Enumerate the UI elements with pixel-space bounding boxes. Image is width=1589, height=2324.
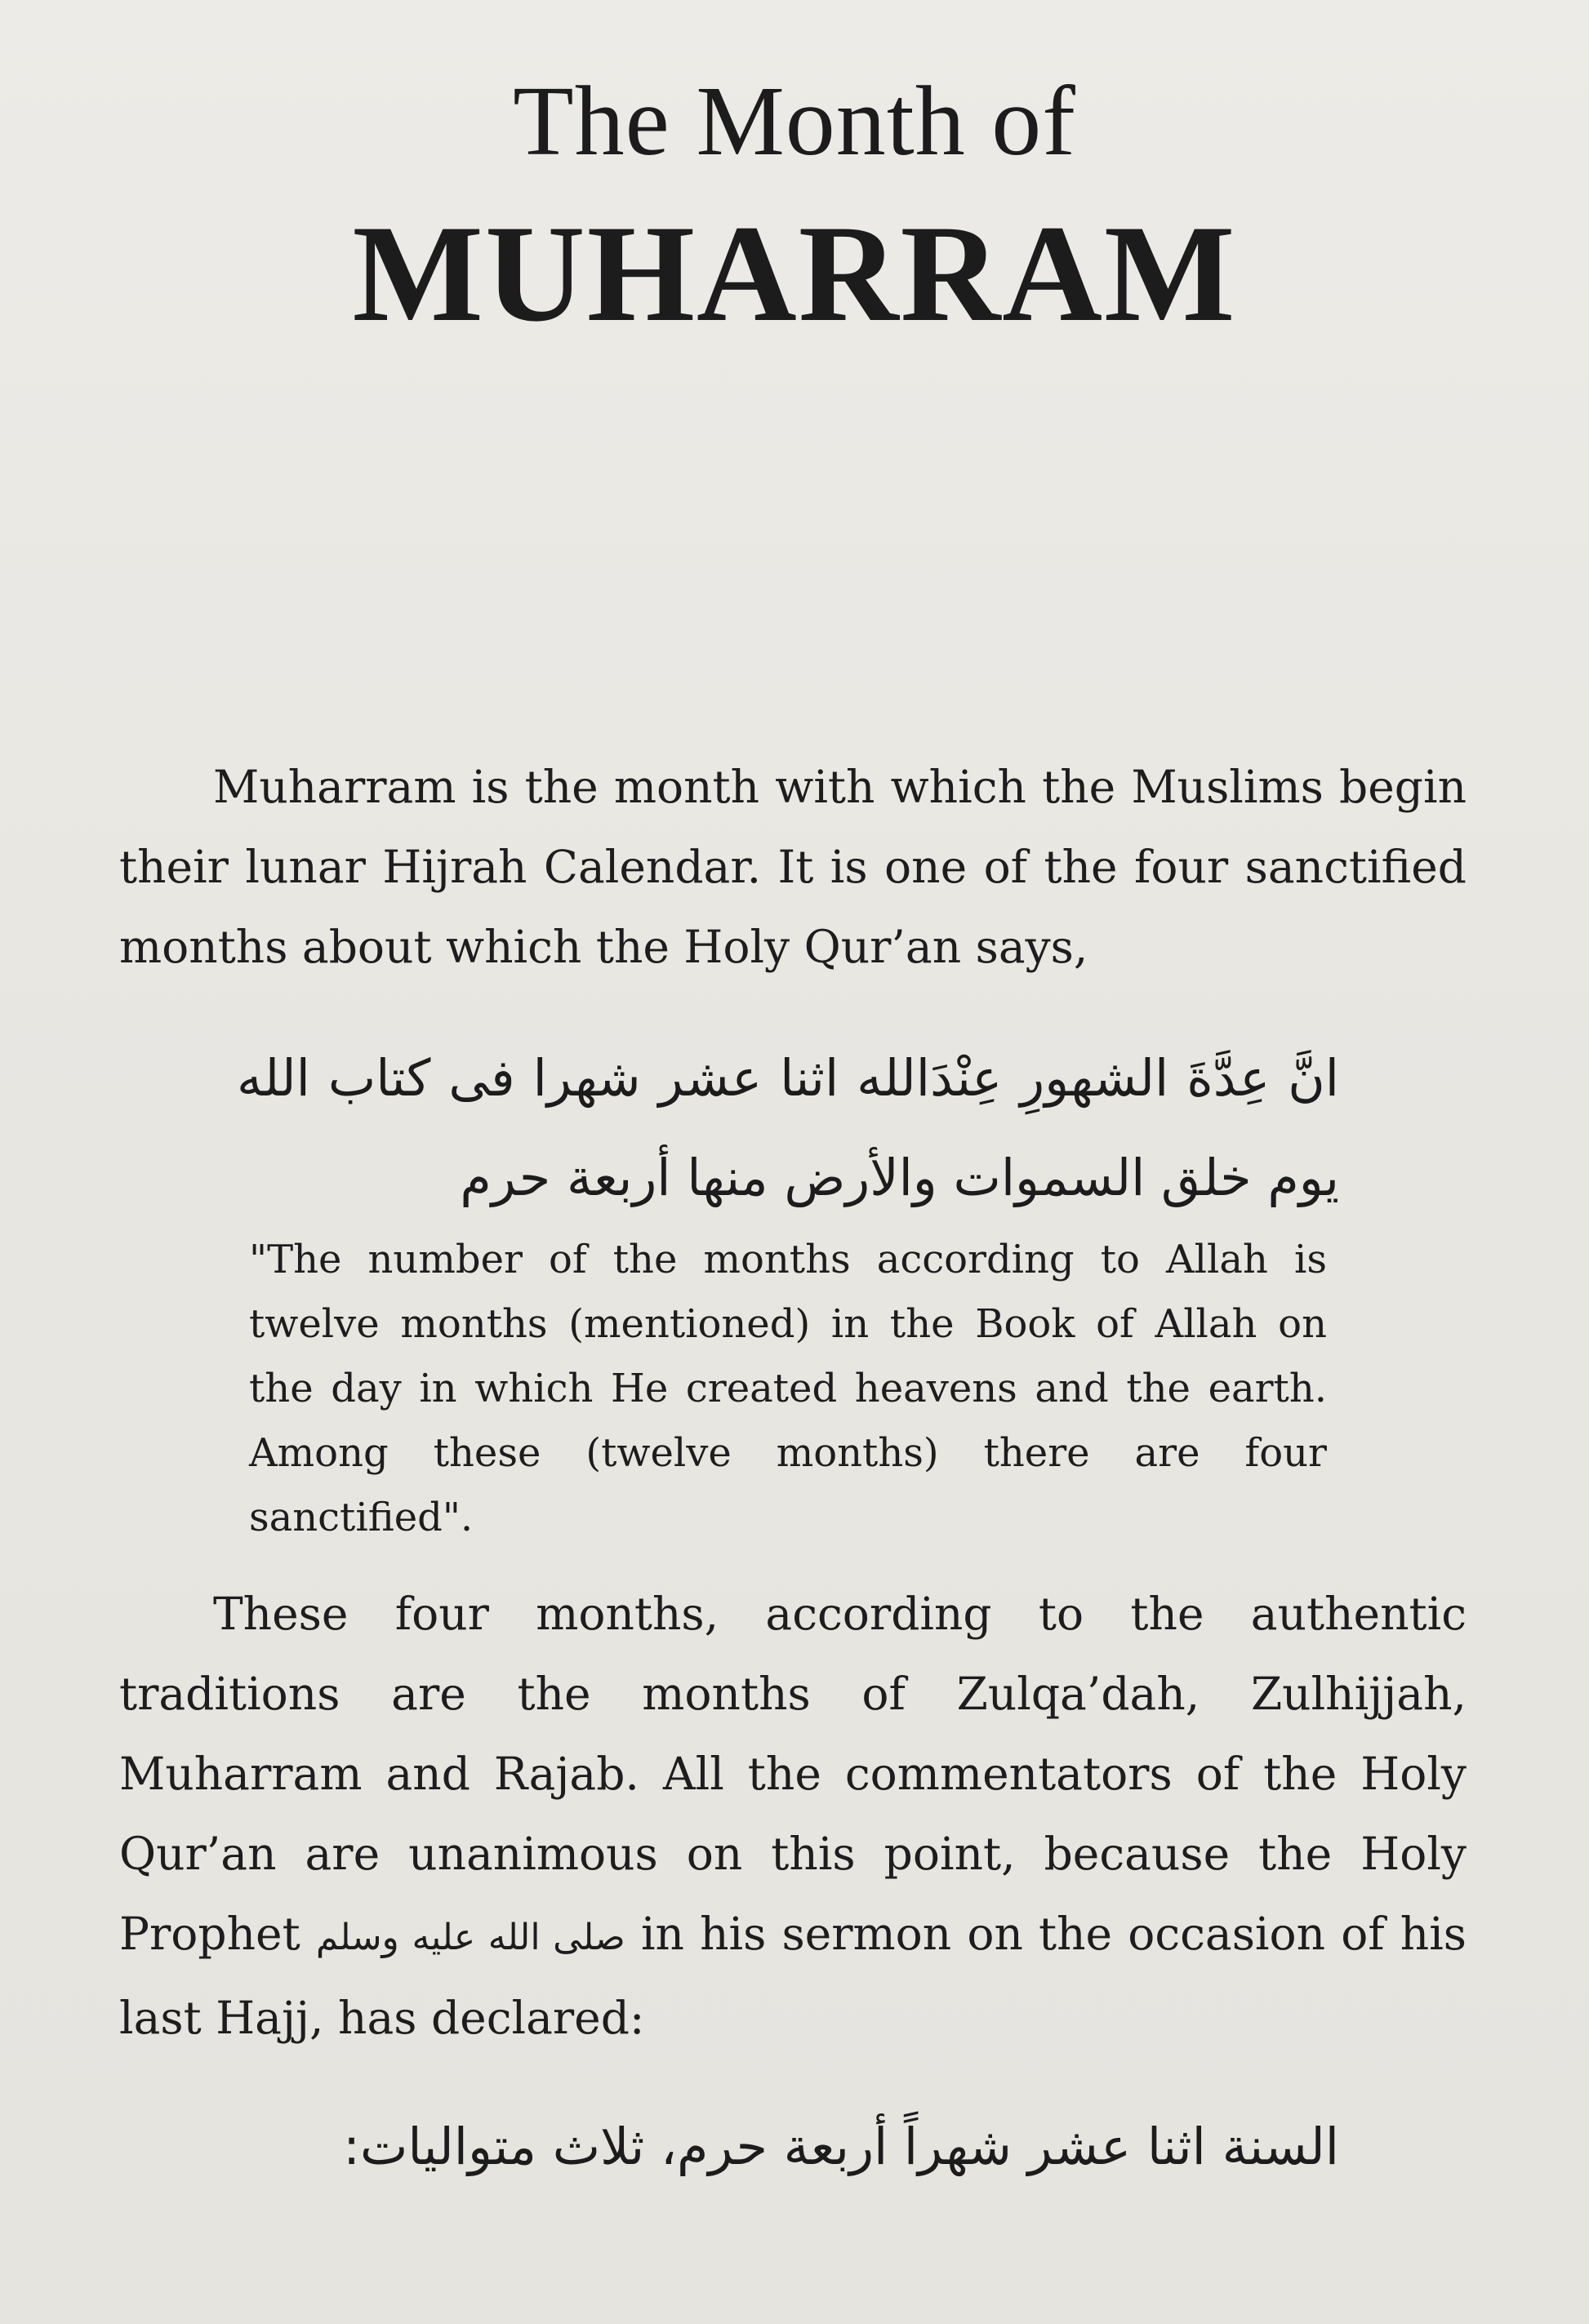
quran-verse-translation: "The number of the months according to Allah is twelve months (mentioned) in the Book of Allah on the day in which He created heavens and the earth. Among these (twelve months) there are four sanctified". — [249, 1237, 1327, 1540]
title-line-2: MUHARRAM — [352, 197, 1237, 350]
paragraph-sacred-months-text-2: in his sermon on the occasion of his last Hajj, has declared: — [119, 1908, 1467, 2044]
title-line-1: The Month of — [513, 66, 1076, 176]
paragraph-intro — [119, 747, 1467, 987]
paragraph-intro-text: Muharram is the month with which the Muslims begin their lunar Hijrah Calendar. It is one of the four sanctified months about which the Holy Qur’an says, — [119, 761, 1467, 973]
honorific-arabic: صلى الله عليه وسلم — [315, 1917, 625, 1958]
hadith-arabic: السنة اثنا عشر شهراً أربعة حرم، ثلاث متواليات: — [343, 2117, 1339, 2176]
paragraph-sacred-months-text-1: These four months, according to the authentic traditions are the months of Zulqa’dah, Zulhijjah, Muharram and Rajab. All the commentators of the Holy Qur’an are unanimous on this point, because the Holy Prophet — [119, 1588, 1467, 1960]
paragraph-sacred-months — [119, 1574, 1467, 2058]
quran-verse-arabic: انَّ عِدَّةَ الشهورِ عِنْدَالله اثنا عشر شهرا فى كتاب الله يوم خلق السموات والأرض منها أربعة حرم — [237, 1048, 1339, 1207]
